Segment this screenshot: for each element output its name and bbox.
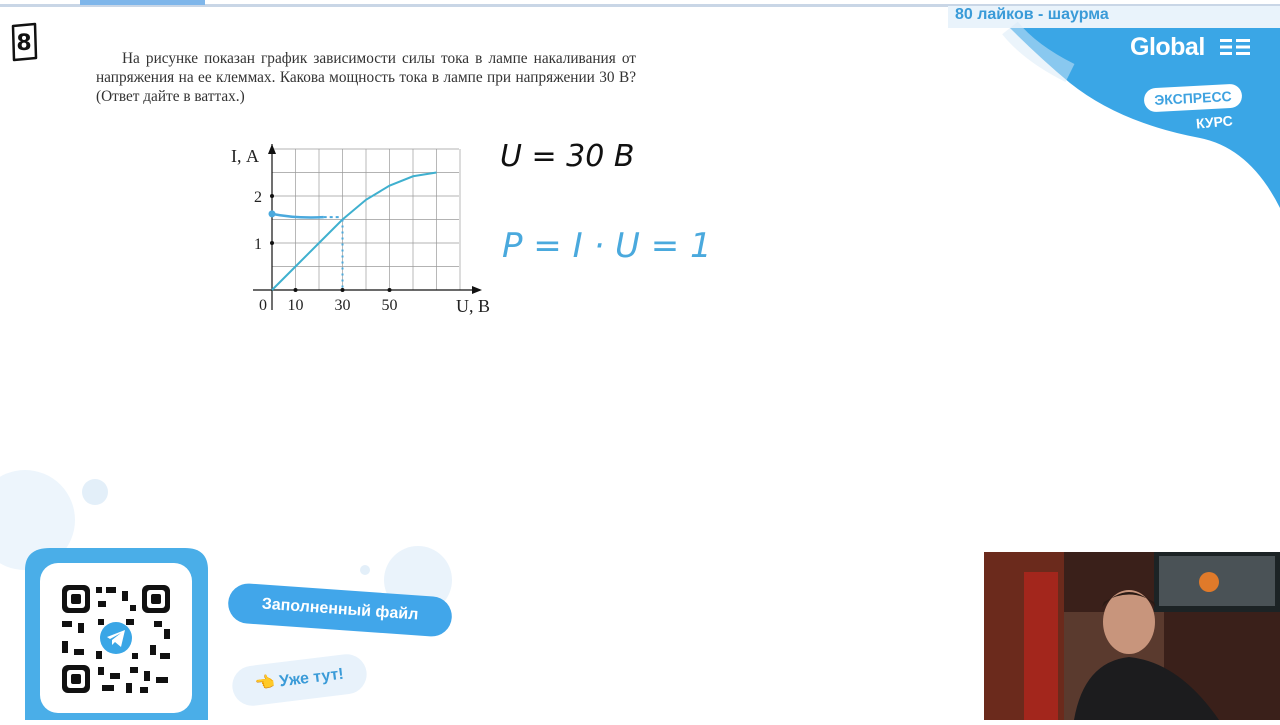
x-tick-label: 50 — [381, 297, 398, 314]
task-number-badge — [10, 22, 38, 62]
qr-code — [40, 563, 192, 713]
x-tick-label: 10 — [287, 297, 304, 314]
filled-file-link[interactable]: Заполненный файл — [227, 582, 453, 638]
x-tick-label: 30 — [334, 297, 351, 314]
handwritten-voltage — [498, 128, 638, 178]
y-intercept-marker — [269, 210, 276, 217]
svg-text:P = I · U = 1: P = I · U = 1 — [502, 226, 712, 266]
hand-annotations — [269, 210, 343, 290]
task-number: 8 — [16, 31, 32, 56]
already-here-label: 👈 Уже тут! — [230, 652, 369, 708]
express-badge: ЭКСПРЕСС — [1143, 83, 1242, 112]
x-tick-mark — [294, 288, 298, 292]
y-tick-mark — [270, 194, 274, 198]
x-axis-arrow — [472, 286, 482, 294]
y-tick-mark — [270, 241, 274, 245]
series-line — [272, 173, 437, 291]
x-axis-label: U, В — [456, 296, 491, 316]
problem-statement: На рисунке показан график зависимости силы тока в лампе накаливания от напряжения на ее клеммах. Какова мощность тока в лампе при напряжении 30 В? (Ответ дайте в ваттах.) — [96, 50, 636, 105]
svg-text:U = 30 В: U = 30 В — [500, 139, 635, 174]
brand-logo-text: Global — [1130, 33, 1205, 61]
webcam-video — [984, 552, 1280, 720]
promo-text: 80 лайков - шаурма — [955, 6, 1109, 23]
current-voltage-chart — [225, 140, 491, 320]
x-tick-mark — [388, 288, 392, 292]
handwritten-power-formula — [500, 212, 720, 272]
x-tick-label: 0 — [259, 297, 267, 314]
course-badge: КУРС — [1195, 112, 1234, 132]
brand-logo-icon — [1220, 37, 1252, 57]
qr-code-card[interactable] — [40, 563, 192, 713]
y-tick-label: 2 — [254, 189, 262, 206]
y-axis-label: I, А — [231, 146, 259, 166]
y-tick-label: 1 — [254, 236, 262, 253]
drop-line-y — [272, 214, 324, 218]
progress-accent — [80, 0, 205, 5]
chart-grid — [272, 149, 460, 290]
